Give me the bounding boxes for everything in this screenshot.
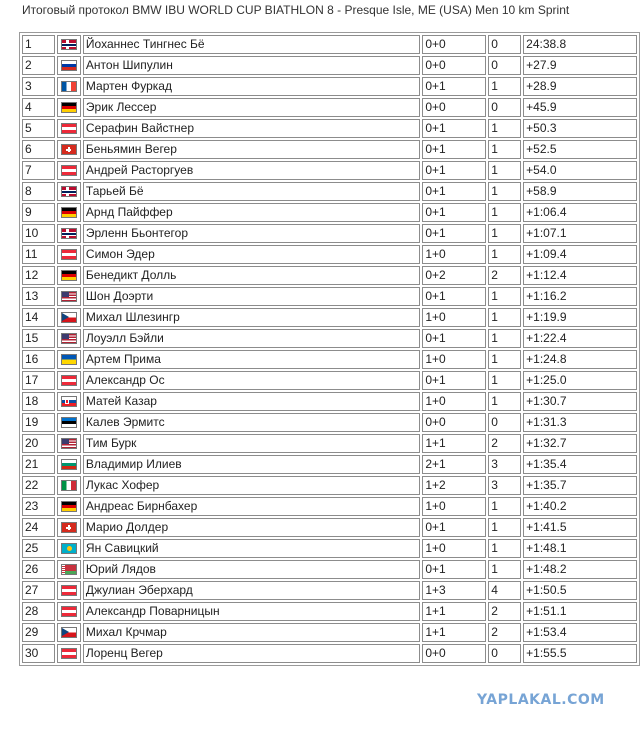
table-row [22,308,637,327]
flag-cell [57,161,81,180]
shooting-cell: 0+2 [422,266,486,285]
athlete-name-cell: Эрленн Бьонтегор [83,224,420,243]
table-row [22,203,637,222]
shooting-cell: 0+1 [422,203,486,222]
athlete-name-cell: Шон Доэрти [83,287,420,306]
rank-cell: 30 [22,644,55,663]
athlete-name-cell: Артем Прима [83,350,420,369]
penalties-cell: 1 [488,203,521,222]
athlete-name-cell: Юрий Лядов [83,560,420,579]
shooting-cell: 1+1 [422,434,486,453]
shooting-cell: 0+1 [422,371,486,390]
time-cell: +1:35.7 [523,476,637,495]
country-flag-icon [61,186,77,197]
shooting-cell: 1+0 [422,497,486,516]
shooting-cell: 0+1 [422,224,486,243]
athlete-name-cell: Симон Эдер [83,245,420,264]
time-cell: +27.9 [523,56,637,75]
table-row [22,518,637,537]
time-cell: +1:31.3 [523,413,637,432]
page-title: Итоговый протокол BMW IBU WORLD CUP BIATHLON 8 - Presque Isle, ME (USA) Men 10 km Sprint [22,3,570,17]
table-row [22,350,637,369]
time-cell: +1:50.5 [523,581,637,600]
athlete-name-cell: Мартен Фуркад [83,77,420,96]
time-cell: +54.0 [523,161,637,180]
watermark: YAPLAKAL.COM [477,692,605,708]
table-row [22,182,637,201]
time-cell: +1:40.2 [523,497,637,516]
flag-cell [57,56,81,75]
flag-cell [57,350,81,369]
table-row [22,329,637,348]
time-cell: +1:35.4 [523,455,637,474]
country-flag-icon [61,459,77,470]
time-cell: +50.3 [523,119,637,138]
athlete-name-cell: Лоренц Вегер [83,644,420,663]
country-flag-icon [61,123,77,134]
rank-cell: 3 [22,77,55,96]
flag-cell [57,392,81,411]
athlete-name-cell: Марио Долдер [83,518,420,537]
country-flag-icon [61,627,77,638]
rank-cell: 20 [22,434,55,453]
country-flag-icon [61,144,77,155]
rank-cell: 19 [22,413,55,432]
shooting-cell: 0+1 [422,329,486,348]
shooting-cell: 0+1 [422,140,486,159]
athlete-name-cell: Андрей Расторгуев [83,161,420,180]
country-flag-icon [61,270,77,281]
country-flag-icon [61,417,77,428]
flag-cell [57,434,81,453]
flag-cell [57,413,81,432]
time-cell: +1:09.4 [523,245,637,264]
shooting-cell: 0+0 [422,644,486,663]
flag-cell [57,266,81,285]
rank-cell: 9 [22,203,55,222]
athlete-name-cell: Александр Ос [83,371,420,390]
athlete-name-cell: Серафин Вайстнер [83,119,420,138]
rank-cell: 14 [22,308,55,327]
flag-cell [57,497,81,516]
penalties-cell: 3 [488,476,521,495]
country-flag-icon [61,354,77,365]
flag-cell [57,308,81,327]
athlete-name-cell: Бенедикт Долль [83,266,420,285]
penalties-cell: 1 [488,539,521,558]
rank-cell: 13 [22,287,55,306]
country-flag-icon [61,480,77,491]
rank-cell: 10 [22,224,55,243]
time-cell: +1:22.4 [523,329,637,348]
country-flag-icon [61,543,77,554]
rank-cell: 11 [22,245,55,264]
penalties-cell: 1 [488,497,521,516]
shooting-cell: 0+1 [422,287,486,306]
athlete-name-cell: Андреас Бирнбахер [83,497,420,516]
penalties-cell: 3 [488,455,521,474]
shooting-cell: 0+1 [422,560,486,579]
rank-cell: 16 [22,350,55,369]
rank-cell: 27 [22,581,55,600]
country-flag-icon [61,249,77,260]
shooting-cell: 0+1 [422,182,486,201]
rank-cell: 28 [22,602,55,621]
table-row [22,644,637,663]
flag-cell [57,371,81,390]
results-table [19,32,640,666]
flag-cell [57,329,81,348]
table-row [22,497,637,516]
athlete-name-cell: Тарьей Бё [83,182,420,201]
flag-cell [57,539,81,558]
shooting-cell: 1+3 [422,581,486,600]
flag-cell [57,602,81,621]
country-flag-icon [61,39,77,50]
rank-cell: 8 [22,182,55,201]
flag-cell [57,476,81,495]
penalties-cell: 1 [488,287,521,306]
rank-cell: 2 [22,56,55,75]
flag-cell [57,35,81,54]
rank-cell: 24 [22,518,55,537]
rank-cell: 17 [22,371,55,390]
time-cell: +1:30.7 [523,392,637,411]
flag-cell [57,98,81,117]
time-cell: +1:41.5 [523,518,637,537]
rank-cell: 5 [22,119,55,138]
penalties-cell: 1 [488,371,521,390]
table-row [22,413,637,432]
table-row [22,224,637,243]
athlete-name-cell: Эрик Лессер [83,98,420,117]
athlete-name-cell: Антон Шипулин [83,56,420,75]
country-flag-icon [61,501,77,512]
country-flag-icon [61,396,77,407]
flag-cell [57,623,81,642]
penalties-cell: 1 [488,350,521,369]
rank-cell: 15 [22,329,55,348]
athlete-name-cell: Лоуэлл Бэйли [83,329,420,348]
time-cell: +1:48.2 [523,560,637,579]
flag-cell [57,224,81,243]
penalties-cell: 1 [488,119,521,138]
time-cell: +1:06.4 [523,203,637,222]
shooting-cell: 2+1 [422,455,486,474]
shooting-cell: 1+0 [422,245,486,264]
country-flag-icon [61,648,77,659]
flag-cell [57,644,81,663]
table-row [22,287,637,306]
shooting-cell: 1+0 [422,308,486,327]
time-cell: +1:07.1 [523,224,637,243]
flag-cell [57,77,81,96]
penalties-cell: 0 [488,56,521,75]
penalties-cell: 1 [488,392,521,411]
shooting-cell: 1+0 [422,392,486,411]
athlete-name-cell: Михал Шлезингр [83,308,420,327]
shooting-cell: 0+1 [422,518,486,537]
penalties-cell: 1 [488,77,521,96]
shooting-cell: 0+0 [422,35,486,54]
flag-cell [57,581,81,600]
flag-cell [57,287,81,306]
penalties-cell: 1 [488,308,521,327]
country-flag-icon [61,564,77,575]
table-row [22,539,637,558]
country-flag-icon [61,312,77,323]
table-row [22,245,637,264]
penalties-cell: 2 [488,434,521,453]
rank-cell: 1 [22,35,55,54]
shooting-cell: 0+1 [422,77,486,96]
shooting-cell: 0+0 [422,413,486,432]
penalties-cell: 1 [488,518,521,537]
athlete-name-cell: Михал Крчмар [83,623,420,642]
athlete-name-cell: Тим Бурк [83,434,420,453]
shooting-cell: 0+0 [422,56,486,75]
table-row [22,35,637,54]
table-row [22,560,637,579]
athlete-name-cell: Ян Савицкий [83,539,420,558]
results-table-body [22,35,637,663]
penalties-cell: 1 [488,224,521,243]
penalties-cell: 1 [488,182,521,201]
time-cell: +1:55.5 [523,644,637,663]
table-row [22,77,637,96]
time-cell: 24:38.8 [523,35,637,54]
athlete-name-cell: Владимир Илиев [83,455,420,474]
table-row [22,434,637,453]
penalties-cell: 0 [488,35,521,54]
time-cell: +1:53.4 [523,623,637,642]
time-cell: +1:48.1 [523,539,637,558]
shooting-cell: 1+2 [422,476,486,495]
penalties-cell: 2 [488,266,521,285]
country-flag-icon [61,585,77,596]
penalties-cell: 2 [488,602,521,621]
table-row [22,140,637,159]
time-cell: +28.9 [523,77,637,96]
athlete-name-cell: Арнд Пайффер [83,203,420,222]
penalties-cell: 1 [488,161,521,180]
flag-cell [57,203,81,222]
time-cell: +58.9 [523,182,637,201]
country-flag-icon [61,438,77,449]
rank-cell: 21 [22,455,55,474]
rank-cell: 22 [22,476,55,495]
athlete-name-cell: Матей Казар [83,392,420,411]
country-flag-icon [61,60,77,71]
time-cell: +1:51.1 [523,602,637,621]
country-flag-icon [61,81,77,92]
rank-cell: 23 [22,497,55,516]
penalties-cell: 1 [488,329,521,348]
rank-cell: 25 [22,539,55,558]
athlete-name-cell: Джулиан Эберхард [83,581,420,600]
table-row [22,98,637,117]
time-cell: +1:19.9 [523,308,637,327]
rank-cell: 4 [22,98,55,117]
rank-cell: 29 [22,623,55,642]
table-row [22,161,637,180]
shooting-cell: 0+1 [422,161,486,180]
penalties-cell: 0 [488,98,521,117]
time-cell: +1:16.2 [523,287,637,306]
penalties-cell: 2 [488,623,521,642]
athlete-name-cell: Лукас Хофер [83,476,420,495]
country-flag-icon [61,606,77,617]
penalties-cell: 0 [488,413,521,432]
table-row [22,56,637,75]
flag-cell [57,560,81,579]
athlete-name-cell: Калев Эрмитс [83,413,420,432]
rank-cell: 18 [22,392,55,411]
penalties-cell: 4 [488,581,521,600]
table-row [22,392,637,411]
table-row [22,266,637,285]
flag-cell [57,182,81,201]
flag-cell [57,140,81,159]
time-cell: +1:12.4 [523,266,637,285]
flag-cell [57,119,81,138]
flag-cell [57,245,81,264]
rank-cell: 6 [22,140,55,159]
table-row [22,623,637,642]
table-row [22,371,637,390]
penalties-cell: 1 [488,245,521,264]
table-row [22,119,637,138]
shooting-cell: 1+1 [422,623,486,642]
shooting-cell: 0+1 [422,119,486,138]
athlete-name-cell: Александр Поварницын [83,602,420,621]
time-cell: +52.5 [523,140,637,159]
shooting-cell: 0+0 [422,98,486,117]
penalties-cell: 1 [488,140,521,159]
time-cell: +45.9 [523,98,637,117]
table-row [22,476,637,495]
country-flag-icon [61,375,77,386]
athlete-name-cell: Беньямин Вегер [83,140,420,159]
time-cell: +1:32.7 [523,434,637,453]
penalties-cell: 1 [488,560,521,579]
shooting-cell: 1+0 [422,539,486,558]
table-row [22,581,637,600]
country-flag-icon [61,291,77,302]
country-flag-icon [61,228,77,239]
table-row [22,455,637,474]
country-flag-icon [61,165,77,176]
athlete-name-cell: Йоханнес Тингнес Бё [83,35,420,54]
flag-cell [57,518,81,537]
country-flag-icon [61,102,77,113]
rank-cell: 12 [22,266,55,285]
country-flag-icon [61,333,77,344]
table-row [22,602,637,621]
time-cell: +1:25.0 [523,371,637,390]
penalties-cell: 0 [488,644,521,663]
shooting-cell: 1+0 [422,350,486,369]
rank-cell: 7 [22,161,55,180]
flag-cell [57,455,81,474]
shooting-cell: 1+1 [422,602,486,621]
time-cell: +1:24.8 [523,350,637,369]
country-flag-icon [61,207,77,218]
country-flag-icon [61,522,77,533]
rank-cell: 26 [22,560,55,579]
